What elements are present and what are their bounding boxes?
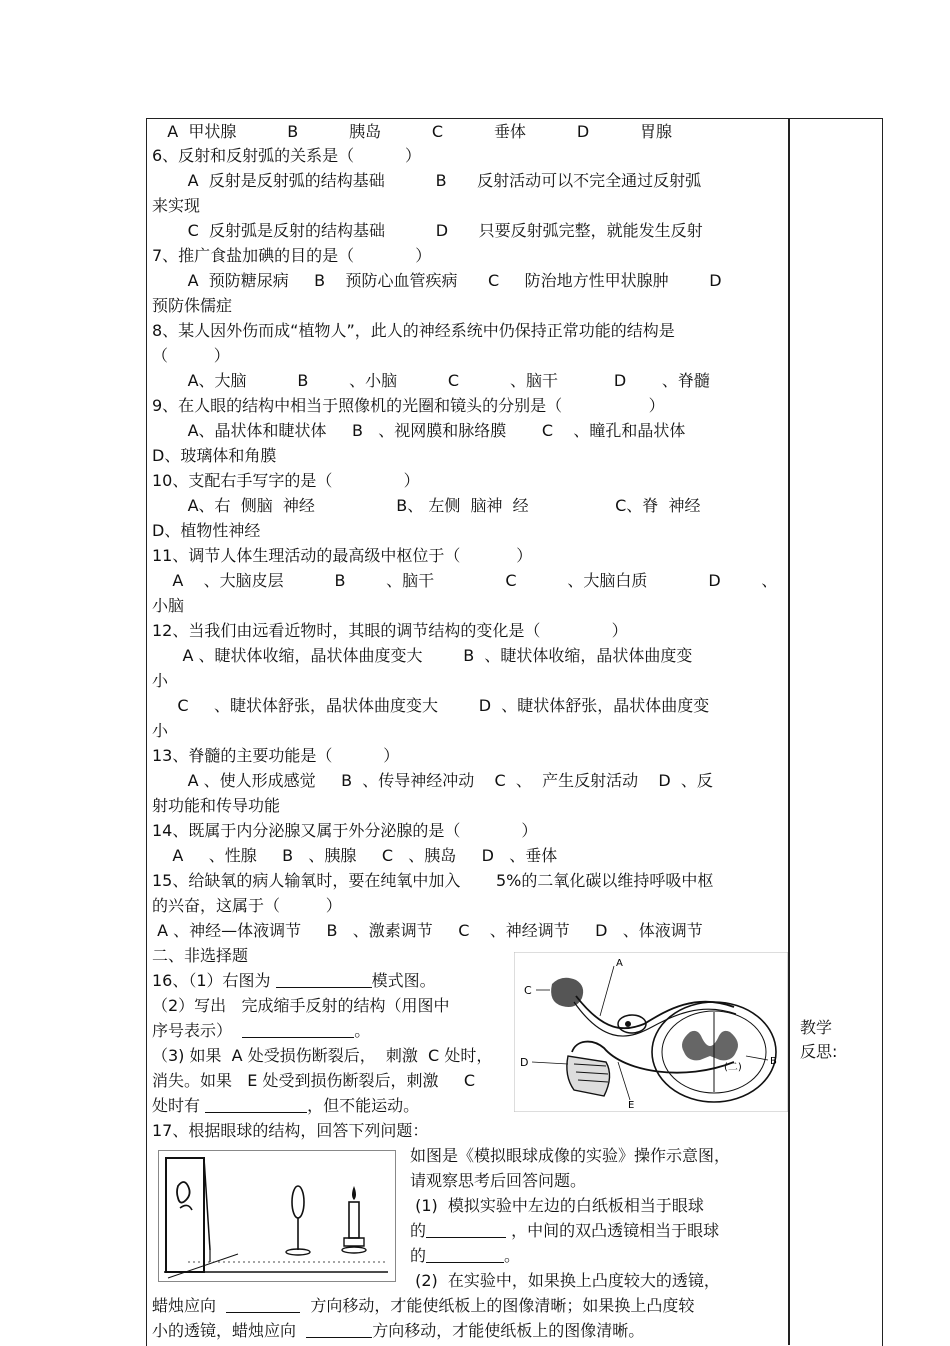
q16-line6: 处时有 ，但不能运动。: [152, 1096, 420, 1115]
answer-blank[interactable]: [226, 1296, 300, 1313]
receptor-skin-shape: [551, 978, 583, 1007]
question-line: C 反射弧是反射的结构基础 D 只要反射弧完整，就能发生反射: [152, 221, 703, 240]
question-line: 预防侏儒症: [152, 296, 233, 315]
question-line: D、植物性神经: [152, 521, 261, 540]
question-line: （ ）: [152, 346, 230, 365]
q17-right-line3: (1) 模拟实验中左边的白纸板相当于眼球: [410, 1196, 704, 1215]
candle-flame-shape: [352, 1186, 356, 1200]
inverted-image-shape: [177, 1182, 190, 1203]
q16-line4: （3) 如果 A 处受损伤断裂后， 刺激 C 处时，: [152, 1046, 493, 1065]
question-line: 9、在人眼的结构中相当于照像机的光圈和镜头的分别是（ ）: [152, 396, 665, 415]
effector-muscle-shape: [567, 1056, 610, 1096]
question-line: A 甲状腺 B 胰岛 C 垂体 D 胃腺: [152, 122, 673, 141]
q17-right-line4: 的 ，中间的双凸透镜相当于眼球: [410, 1221, 720, 1240]
question-line: 小脑: [152, 596, 185, 615]
q17-right-line5: 的 。: [410, 1246, 521, 1265]
afferent-nerve-line: [576, 996, 734, 1028]
white-paper-board: [166, 1158, 204, 1272]
question-line: 小: [152, 671, 169, 690]
question-line: C 、睫状体舒张，晶状体曲度变大 D 、睫状体舒张，晶状体曲度变: [152, 696, 710, 715]
reflection-label-line2: 反思:: [800, 1042, 838, 1061]
question-line: 7、推广食盐加碘的目的是（ ）: [152, 246, 432, 265]
q17-title: 17、根据眼球的结构，回答下列问题：: [152, 1121, 429, 1140]
question-line: A 、大脑皮层 B 、脑干 C 、大脑白质 D 、: [152, 571, 778, 590]
answer-blank[interactable]: [426, 1246, 504, 1263]
q16-line2: （2）写出 完成缩手反射的结构（用图中: [152, 996, 450, 1015]
label-a: A: [616, 958, 623, 969]
question-line: A 反射是反射弧的结构基础 B 反射活动可以不完全通过反射弧: [152, 171, 702, 190]
question-line: 8、某人因外伤而成“植物人”，此人的神经系统中仍保持正常功能的结构是: [152, 321, 675, 340]
question-line: 10、支配右手写字的是（ ）: [152, 471, 420, 490]
question-line: 二、非选择题: [152, 946, 249, 965]
question-line: A、晶状体和睫状体 B 、视网膜和脉络膜 C 、瞳孔和晶状体: [152, 421, 686, 440]
convex-lens-shape: [292, 1186, 304, 1218]
question-line: 小: [152, 721, 169, 740]
q17-line7: 蜡烛应向 方向移动，才能使纸板上的图像清晰；如果换上凸度较: [152, 1296, 695, 1315]
gray-matter-shape: [682, 1031, 738, 1060]
question-line: A 、使人形成感觉 B 、传导神经冲动 C 、 产生反射活动 D 、反: [152, 771, 713, 790]
reflection-label-line1: 教学: [800, 1018, 833, 1037]
question-line: 11、调节人体生理活动的最高级中枢位于（ ）: [152, 546, 533, 565]
question-line: A 、神经—体液调节 B 、激素调节 C 、神经调节 D 、体液调节: [152, 921, 703, 940]
q16-line3: 序号表示） 。: [152, 1021, 371, 1040]
question-line: 12、当我们由远看近物时，其眼的调节结构的变化是（ ）: [152, 621, 628, 640]
question-line: 射功能和传导功能: [152, 796, 281, 815]
eye-model-experiment-figure: [158, 1150, 396, 1282]
q16-line1: 16、（1）右图为 模式图。: [152, 971, 436, 990]
label-e: E: [628, 1100, 635, 1111]
question-line: A 、性腺 B 、胰腺 C 、胰岛 D 、垂体: [152, 846, 558, 865]
column-divider: [788, 118, 790, 1345]
label-c: C: [524, 984, 532, 997]
q17-line8: 小的透镜，蜡烛应向 方向移动，才能使纸板上的图像清晰。: [152, 1321, 645, 1340]
q16-line5: 消失。如果 E 处受到损伤断裂后，刺激 C: [152, 1071, 476, 1090]
reflex-arc-diagram: [514, 952, 788, 1112]
question-line: A、右 侧脑 神经 B、 左侧 脑神 经 C、脊 神经: [152, 496, 701, 515]
question-line: A 、睫状体收缩，晶状体曲度变大 B 、睫状体收缩，晶状体曲度变: [152, 646, 693, 665]
answer-blank[interactable]: [205, 1096, 307, 1113]
question-line: 6、反射和反射弧的关系是（ ）: [152, 146, 422, 165]
candle-shape: [349, 1202, 359, 1238]
label-b: B: [770, 1056, 777, 1067]
q17-right-line2: 请观察思考后回答问题。: [410, 1171, 587, 1190]
question-line: 15、给缺氧的病人输氧时，要在纯氧中加入 5%的二氧化碳以维持呼吸中枢: [152, 871, 714, 890]
question-line: 的兴奋，这属于（ ）: [152, 896, 342, 915]
answer-blank[interactable]: [426, 1221, 506, 1238]
answer-blank[interactable]: [276, 971, 372, 988]
label-d: D: [520, 1056, 529, 1069]
answer-blank[interactable]: [306, 1321, 372, 1338]
question-line: A 预防糖尿病 B 预防心血管疾病 C 防治地方性甲状腺肿 D: [152, 271, 722, 290]
question-line: 来实现: [152, 196, 201, 215]
question-line: A、大脑 B 、小脑 C 、脑干 D 、脊髓: [152, 371, 710, 390]
question-line: 14、既属于内分泌腺又属于外分泌腺的是（ ）: [152, 821, 538, 840]
q17-right-line6: (2) 在实验中，如果换上凸度较大的透镜，: [410, 1271, 720, 1290]
q17-right-line1: 如图是《模拟眼球成像的实验》操作示意图，: [410, 1146, 731, 1165]
label-two: (二): [724, 1062, 742, 1073]
question-line: 13、脊髓的主要功能是（ ）: [152, 746, 400, 765]
answer-blank[interactable]: [242, 1021, 354, 1038]
question-line: D、玻璃体和角膜: [152, 446, 277, 465]
